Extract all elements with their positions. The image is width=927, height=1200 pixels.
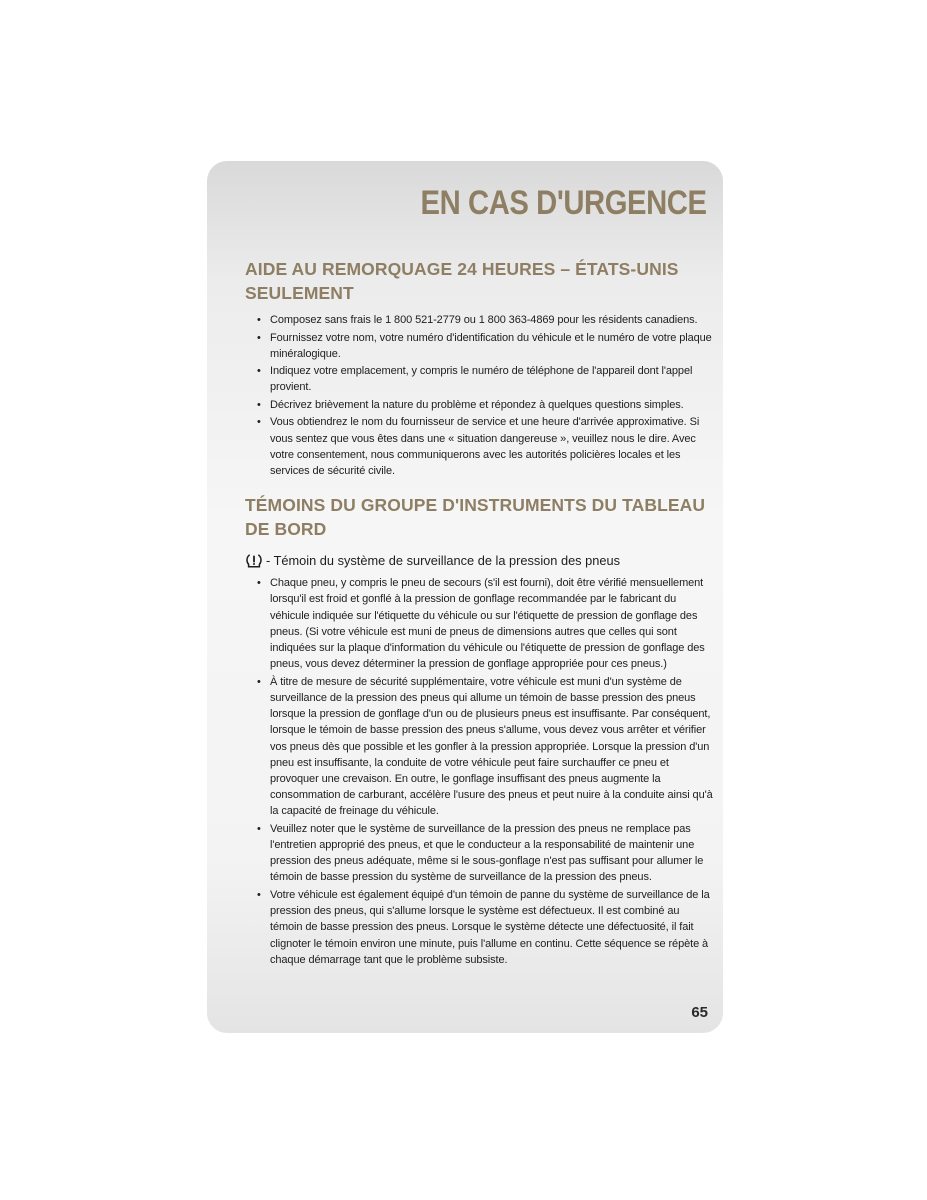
list-item bbox=[245, 575, 713, 672]
list-item-text: À titre de mesure de sécurité supplémentaire, votre véhicule est muni d'un système de surveillance de la pression des pneus qui allume un témoin de basse pression des pneus lorsque la pression de gonflage d'un ou de plusieurs pneus est insuffisante. Par conséquent, lorsque le témoin de basse pression des pneus s'allume, vous devez vous arrêter et vérifier vos pneus dès que possible et les gonfler à la pression appropriée. Lorsque la pression d'un pneu est insuffisante, la conduite de votre véhicule peut faire surchauffer ce pneu et provoquer une crevaison. En outre, le gonflage insuffisant des pneus augmente la consommation de carburant, accélère l'usure des pneus et peut nuire à la conduite ainsi qu'à la capacité de freinage du véhicule. bbox=[270, 675, 713, 818]
list-item-text: Veuillez noter que le système de surveillance de la pression des pneus ne remplace pas l'entretien approprié des pneus, et que le conducteur a la responsabilité de maintenir une pression des pneus adéquate, même si le sous-gonflage n'est pas suffisant pour allumer le témoin de basse pression du système de surveillance de la pression des pneus. bbox=[270, 822, 704, 884]
section-heading-warning-lights: TÉMOINS DU GROUPE D'INSTRUMENTS DU TABLEAU DE BORD bbox=[245, 495, 706, 539]
bullet-icon: • bbox=[257, 314, 261, 326]
bullet-icon: • bbox=[257, 416, 261, 429]
list-item bbox=[245, 674, 713, 820]
list-item-text: Vous obtiendrez le nom du fournisseur de service et une heure d'arrivée approximative. Si vous sentez que vous êtes dans une « situation dangereuse », veuillez nous le dire. Avec votre consentement, nous communiquerons avec les autorités policières locales et les services de sécurité civile. bbox=[270, 416, 700, 478]
bullet-icon: • bbox=[257, 675, 261, 688]
tpms-subheading-text: - Témoin du système de surveillance de la pression des pneus bbox=[266, 553, 621, 569]
bullet-icon: • bbox=[257, 365, 261, 378]
list-item bbox=[245, 330, 713, 362]
list-item-text: Indiquez votre emplacement, y compris le numéro de téléphone de l'appareil dont l'appel provient. bbox=[270, 365, 693, 394]
list-item bbox=[245, 414, 713, 479]
page-panel bbox=[207, 161, 723, 1033]
bullet-icon: • bbox=[257, 577, 261, 590]
list-item bbox=[245, 887, 713, 968]
list-item bbox=[245, 821, 713, 886]
bullet-icon: • bbox=[257, 822, 261, 835]
list-item bbox=[245, 397, 713, 413]
page-content bbox=[245, 258, 713, 969]
bullet-icon: • bbox=[257, 331, 261, 344]
list-item-text: Composez sans frais le 1 800 521-2779 ou 1 800 363-4869 pour les résidents canadiens. bbox=[270, 314, 698, 326]
towing-bullet-list bbox=[245, 312, 713, 479]
section-heading-towing: AIDE AU REMORQUAGE 24 HEURES – ÉTATS-UNIS SEULEMENT bbox=[245, 259, 679, 303]
page-title: EN CAS D'URGENCE bbox=[420, 184, 707, 222]
bullet-icon: • bbox=[257, 398, 261, 411]
list-item-text: Fournissez votre nom, votre numéro d'identification du véhicule et le numéro de votre plaque minéralogique. bbox=[270, 331, 712, 360]
tpms-bullet-list bbox=[245, 575, 713, 968]
tpms-subheading bbox=[245, 552, 713, 570]
list-item bbox=[245, 312, 713, 328]
page-number: 65 bbox=[691, 1004, 708, 1021]
list-item bbox=[245, 363, 713, 395]
bullet-icon: • bbox=[257, 888, 261, 901]
tire-pressure-warning-icon bbox=[245, 553, 263, 569]
list-item-text: Chaque pneu, y compris le pneu de secours (s'il est fourni), doit être vérifié mensuellement lorsqu'il est froid et gonflé à la pression de gonflage recommandée par le fabricant du véhicule indiquée sur l'étiquette du véhicule ou sur l'étiquette de pression de gonflage des pneus. (Si votre véhicule est muni de pneus de dimensions autres que celles qui sont indiquées sur la plaque d'information du véhicule ou l'étiquette de pression de gonflage des pneus, vous devez déterminer la pression de gonflage appropriée pour ces pneus.) bbox=[270, 577, 705, 671]
list-item-text: Décrivez brièvement la nature du problème et répondez à quelques questions simples. bbox=[270, 398, 684, 411]
list-item-text: Votre véhicule est également équipé d'un témoin de panne du système de surveillance de la pression des pneus, qui s'allume lorsque le système est défectueux. Il est combiné au témoin de basse pression des pneus. Lorsque le système détecte une défectuosité, il fait clignoter le témoin environ une minute, puis l'allume en continu. Cette séquence se répète à chaque démarrage tant que le problème subsiste. bbox=[270, 888, 710, 966]
